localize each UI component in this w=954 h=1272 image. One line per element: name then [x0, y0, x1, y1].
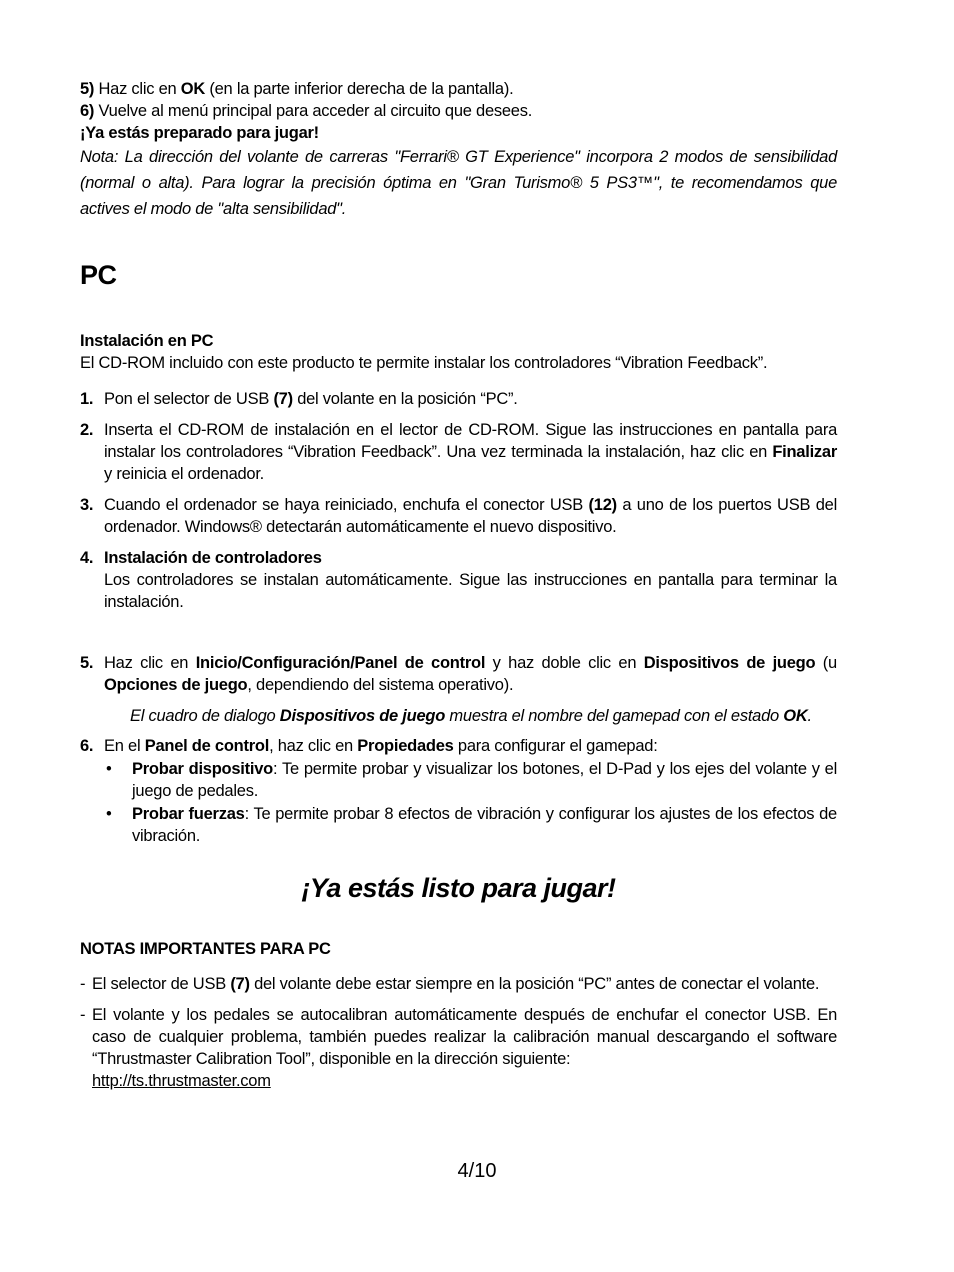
bullet-icon: •: [106, 760, 112, 778]
install-description: El CD-ROM incluido con este producto te permite instalar los controladores “Vibration Feedback”.: [80, 354, 768, 372]
thrustmaster-link[interactable]: http://ts.thrustmaster.com: [92, 1072, 271, 1090]
step-6-bullets: [104, 758, 837, 847]
intro-step-6: 6) Vuelve al menú principal para acceder al circuito que desees.: [80, 102, 533, 120]
step-5: 5. Haz clic en Inicio/Configuración/Panel de control y haz doble clic en Dispositivos de juego (u Opciones de juego, dependiendo del sistema operativo).: [80, 654, 837, 694]
step-2: 2. Inserta el CD-ROM de instalación en el lector de CD-ROM. Sigue las instrucciones en pantalla para instalar los controladores “Vibration Feedback”. Una vez terminada la instalación, haz clic en Finalizar y reinicia el ordenador.: [80, 421, 837, 483]
step-6: 6. En el Panel de control, haz clic en Propiedades para configurar el gamepad:: [80, 737, 658, 755]
list-item: • Probar dispositivo: Te permite probar y visualizar los botones, el D-Pad y los ejes del volante y el juego de pedales.: [106, 760, 838, 800]
step-1: 1. Pon el selector de USB (7) del volante en la posición “PC”.: [80, 390, 518, 408]
step-4-title: Instalación de controladores: [104, 549, 322, 567]
step-5-note: El cuadro de dialogo Dispositivos de juego muestra el nombre del gamepad con el estado OK.: [130, 707, 812, 725]
intro-step-5: 5) Haz clic en OK (en la parte inferior derecha de la pantalla).: [80, 80, 514, 98]
document-page: [80, 78, 837, 1092]
note-2: - El volante y los pedales se autocalibran automáticamente después de enchufar el conector USB. En caso de cualquier problema, también puedes realizar la calibración manual descargando el software “Thrustmaster Calibration Tool”, disponible en la dirección siguiente: http://ts.thrustmaster.com: [80, 1006, 837, 1090]
page-number: 4/10: [457, 1160, 497, 1182]
sensitivity-note: Nota: La dirección del volante de carreras "Ferrari® GT Experience" incorpora 2 modos de sensibilidad (normal o alta). Para lograr la precisión óptima en "Gran Turismo® 5 PS3™", te recomendamos que actives el modo de "alta sensibilidad".: [80, 148, 837, 218]
step-number: 5): [80, 80, 95, 98]
notes-heading: NOTAS IMPORTANTES PARA PC: [80, 940, 331, 958]
step-3: 3. Cuando el ordenador se haya reiniciado, enchufa el conector USB (12) a uno de los puertos USB del ordenador. Windows® detectarán automáticamente el nuevo dispositivo.: [80, 496, 837, 536]
step-4: 4. Instalación de controladores Los controladores se instalan automáticamente. Sigue las instrucciones en pantalla para terminar la instalación.: [80, 549, 837, 611]
step-number: 6): [80, 102, 95, 120]
ready-title: ¡Ya estás listo para jugar!: [301, 873, 616, 903]
install-heading: Instalación en PC: [80, 332, 214, 350]
ready-line: ¡Ya estás preparado para jugar!: [80, 124, 319, 142]
bullet-icon: •: [106, 805, 112, 823]
note-1: - El selector de USB (7) del volante debe estar siempre en la posición “PC” antes de conectar el volante.: [80, 975, 820, 993]
pc-heading: PC: [80, 260, 117, 290]
list-item: • Probar fuerzas: Te permite probar 8 efectos de vibración y configurar los ajustes de los efectos de vibración.: [106, 805, 837, 845]
